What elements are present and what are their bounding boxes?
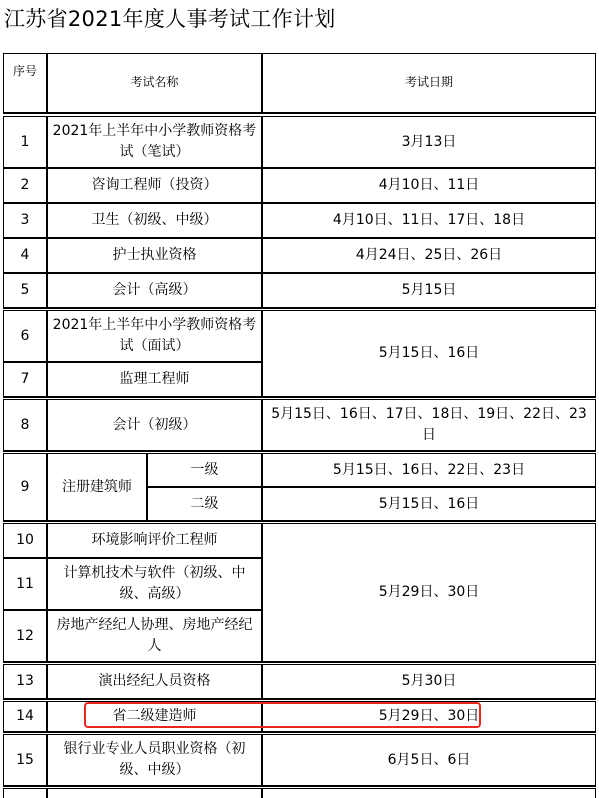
row-8-name: 会计（初级） [47, 399, 262, 451]
header-seq: 序号 [3, 53, 47, 113]
row-15-seq: 15 [3, 734, 47, 786]
row-10-12-date: 5月29日、30日 [262, 523, 596, 662]
row-separator [3, 308, 596, 309]
row-6-7-date: 5月15日、16日 [262, 310, 596, 397]
row-2-seq: 2 [3, 168, 47, 203]
row-16-date-partial [262, 788, 596, 798]
row-9-date-level-1: 5月15日、16日、22日、23日 [262, 453, 596, 487]
row-separator [3, 699, 596, 700]
row-12-seq: 12 [3, 610, 47, 662]
row-2-date: 4月10日、11日 [262, 168, 596, 203]
row-14-date: 5月29日、30日 [262, 701, 596, 732]
row-8-seq: 8 [3, 399, 47, 451]
row-4-date: 4月24日、25日、26日 [262, 238, 596, 273]
header-exam-date: 考试日期 [262, 53, 596, 113]
row-separator [3, 732, 596, 733]
row-11-seq: 11 [3, 558, 47, 610]
header-separator [3, 113, 596, 114]
row-16-name-partial [47, 788, 262, 798]
row-9-sub-level-1: 一级 [147, 453, 262, 487]
row-3-seq: 3 [3, 203, 47, 238]
row-13-date: 5月30日 [262, 664, 596, 699]
row-15-name: 银行业专业人员职业资格（初级、中级） [47, 734, 262, 786]
row-6-seq: 6 [3, 310, 47, 362]
row-separator [3, 786, 596, 787]
row-4-name: 护士执业资格 [47, 238, 262, 273]
row-separator [3, 521, 596, 522]
row-6-name: 2021年上半年中小学教师资格考试（面试） [47, 310, 262, 362]
row-3-date: 4月10日、11日、17日、18日 [262, 203, 596, 238]
row-separator [3, 662, 596, 663]
row-12-name: 房地产经纪人协理、房地产经纪人 [47, 610, 262, 662]
row-8-date: 5月15日、16日、17日、18日、19日、22日、23日 [262, 399, 596, 451]
row-10-seq: 10 [3, 523, 47, 558]
row-10-name: 环境影响评价工程师 [47, 523, 262, 558]
row-9-date-level-2: 5月15日、16日 [262, 487, 596, 521]
page-title: 江苏省2021年度人事考试工作计划 [4, 7, 336, 31]
row-9-seq: 9 [3, 453, 47, 521]
row-4-seq: 4 [3, 238, 47, 273]
row-5-seq: 5 [3, 273, 47, 308]
row-9-sub-level-2: 二级 [147, 487, 262, 521]
row-separator [3, 397, 596, 398]
row-14-name: 省二级建造师 [47, 701, 262, 732]
row-1-date: 3月13日 [262, 116, 596, 168]
row-14-seq: 14 [3, 701, 47, 732]
row-5-name: 会计（高级） [47, 273, 262, 308]
header-exam-name: 考试名称 [47, 53, 262, 113]
row-1-seq: 1 [3, 116, 47, 168]
row-9-name: 注册建筑师 [47, 453, 147, 521]
row-1-name: 2021年上半年中小学教师资格考试（笔试） [47, 116, 262, 168]
exam-schedule-table [3, 53, 596, 794]
row-13-name: 演出经纪人员资格 [47, 664, 262, 699]
row-7-name: 监理工程师 [47, 362, 262, 397]
row-separator [3, 451, 596, 452]
row-11-name: 计算机技术与软件（初级、中级、高级） [47, 558, 262, 610]
row-2-name: 咨询工程师（投资） [47, 168, 262, 203]
highlight-box [84, 702, 481, 728]
row-15-date: 6月5日、6日 [262, 734, 596, 786]
row-3-name: 卫生（初级、中级） [47, 203, 262, 238]
row-5-date: 5月15日 [262, 273, 596, 308]
row-7-seq: 7 [3, 362, 47, 397]
row-16-seq-partial [3, 788, 47, 798]
row-13-seq: 13 [3, 664, 47, 699]
